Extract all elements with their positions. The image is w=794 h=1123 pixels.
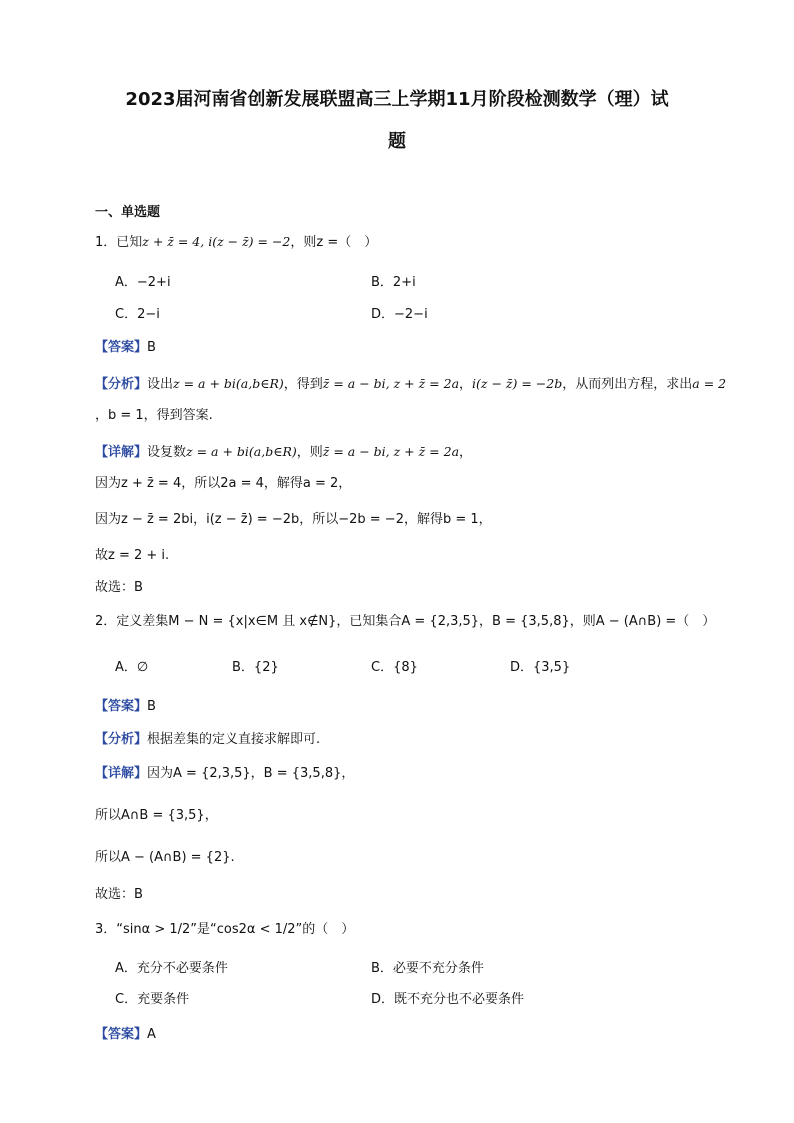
q1-stem: 1．已知z + z̄ = 4, i(z − z̄) = −2，则z =（ ） — [95, 234, 378, 250]
detail-tag: 【详解】 — [95, 445, 148, 460]
q1-option-c: C．2−i — [115, 307, 160, 322]
q2-step-1: 所以A∩B = {3,5}， — [95, 808, 218, 823]
document-title: 2023届河南省创新发展联盟高三上学期11月阶段检测数学（理）试 — [125, 89, 669, 110]
q1-answer: 【答案】B — [95, 340, 156, 355]
q2-analysis: 【分析】根据差集的定义直接求解即可. — [95, 732, 321, 747]
q3-option-c: C．充要条件 — [115, 992, 190, 1007]
document-title-continued: 题 — [388, 131, 406, 152]
q1-option-a: A．−2+i — [115, 275, 171, 290]
analysis-tag: 【分析】 — [95, 377, 148, 392]
q2-option-a: A．∅ — [115, 660, 149, 675]
q2-step-2: 所以A − (A∩B) = {2}. — [95, 850, 235, 865]
detail-tag: 【详解】 — [95, 766, 148, 781]
q1-choice: 故选：B — [95, 580, 143, 595]
q1-analysis: 【分析】设出z = a + bi(a,b∈R)，得到z̄ = a − bi, z + z̄ = 2a，i(z − z̄) = −2b，从而列出方程，求出a = 2 — [95, 376, 727, 392]
q3-stem: 3．“sinα > 1/2”是“cos2α < 1/2”的（ ） — [95, 922, 355, 937]
q1-detail: 【详解】设复数z = a + bi(a,b∈R)，则z̄ = a − bi, z + z̄ = 2a， — [95, 444, 473, 460]
answer-tag: 【答案】 — [95, 699, 148, 714]
q2-option-c: C．{8} — [371, 660, 418, 675]
q3-option-b: B．必要不充分条件 — [371, 961, 484, 976]
q3-option-a: A．充分不必要条件 — [115, 961, 228, 976]
section-heading: 一、单选题 — [95, 205, 161, 220]
q1-option-b: B．2+i — [371, 275, 416, 290]
answer-tag: 【答案】 — [95, 1027, 148, 1042]
q2-option-b: B．{2} — [232, 660, 279, 675]
q2-option-d: D．{3,5} — [510, 660, 571, 675]
q1-step-2: 因为z − z̄ = 2bi，i(z − z̄) = −2b，所以−2b = −2，解得b = 1， — [95, 512, 492, 527]
q1-stem-math: z + z̄ = 4, i(z − z̄) = −2 — [142, 234, 291, 249]
analysis-tag: 【分析】 — [95, 732, 148, 747]
q1-step-1: 因为z + z̄ = 4，所以2a = 4，解得a = 2， — [95, 476, 352, 491]
q3-answer: 【答案】A — [95, 1027, 156, 1042]
q2-detail: 【详解】因为A = {2,3,5}，B = {3,5,8}， — [95, 766, 355, 781]
q2-stem: 2．定义差集M − N = {x|x∈M 且 x∉N}，已知集合A = {2,3,5}，B = {3,5,8}，则A − (A∩B) =（ ） — [95, 614, 716, 629]
q3-option-d: D．既不充分也不必要条件 — [371, 992, 525, 1007]
q2-choice: 故选：B — [95, 887, 143, 902]
q1-analysis-continued: ，b = 1，得到答案. — [95, 408, 213, 423]
answer-tag: 【答案】 — [95, 340, 148, 355]
q1-option-d: D．−2−i — [371, 307, 428, 322]
q2-answer: 【答案】B — [95, 699, 156, 714]
q1-conclusion: 故z = 2 + i. — [95, 548, 170, 563]
